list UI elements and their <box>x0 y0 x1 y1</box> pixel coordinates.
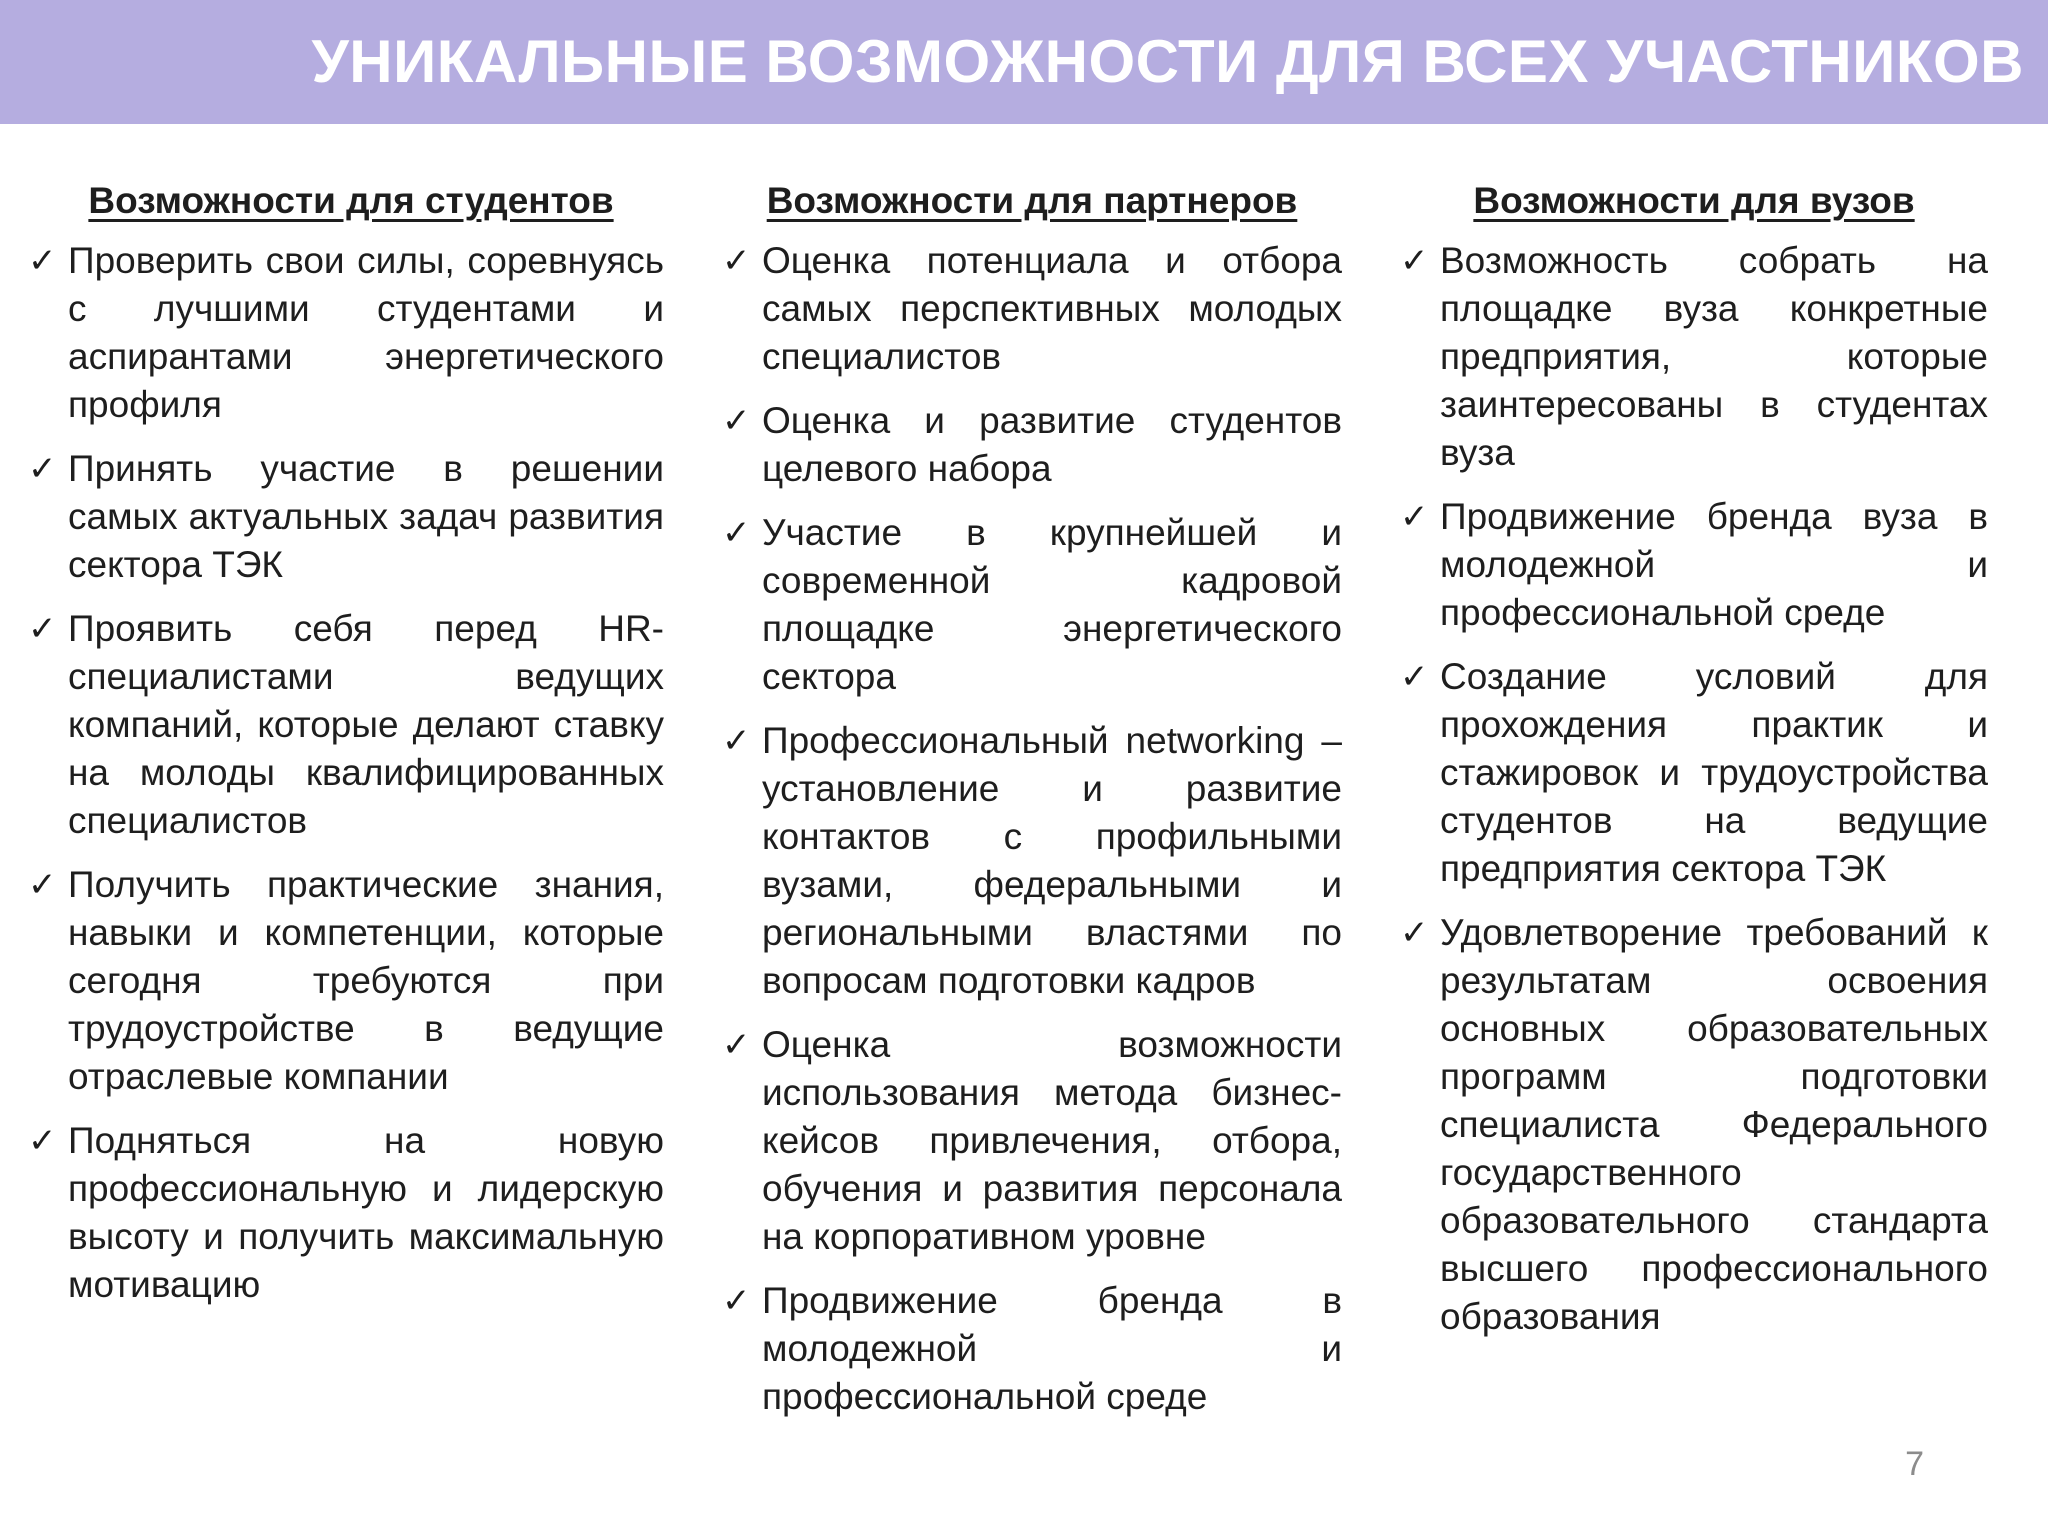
list-item-text: Получить практические знания, навыки и компетенции, которые сегодня требуются при трудоустройстве в ведущие отраслевые компании <box>68 864 664 1097</box>
check-icon: ✓ <box>28 609 57 649</box>
list-item <box>28 861 664 1101</box>
check-icon: ✓ <box>722 1025 751 1065</box>
list-item <box>28 605 664 845</box>
list-item <box>722 509 1342 701</box>
list-item-text: Удовлетворение требований к результатам освоения основных образовательных программ подготовки специалиста Федерального государственного образовательного стандарта высшего профессионального образования <box>1440 912 1988 1337</box>
check-icon: ✓ <box>28 1121 57 1161</box>
list-item <box>722 1277 1342 1421</box>
slide-title: УНИКАЛЬНЫЕ ВОЗМОЖНОСТИ ДЛЯ ВСЕХ УЧАСТНИКОВ <box>311 28 2024 95</box>
check-icon: ✓ <box>722 1281 751 1321</box>
universities-column <box>1400 175 1988 1357</box>
list-item-text: Профессиональный networking – установление и развитие контактов с профильными вузами, федеральными и региональными властями по вопросам подготовки кадров <box>762 720 1342 1001</box>
header-band <box>0 0 2048 124</box>
list-item-text: Создание условий для прохождения практик и стажировок и трудоустройства студентов на ведущие предприятия сектора ТЭК <box>1440 656 1988 889</box>
list-item-text: Участие в крупнейшей и современной кадровой площадке энергетического сектора <box>762 512 1342 697</box>
check-icon: ✓ <box>28 241 57 281</box>
partners-column <box>722 175 1342 1437</box>
check-icon: ✓ <box>1400 913 1429 953</box>
check-icon: ✓ <box>1400 497 1429 537</box>
list-item-text: Проявить себя перед HR-специалистами ведущих компаний, которые делают ставку на молоды квалифицированных специалистов <box>68 608 664 841</box>
list-item <box>722 397 1342 493</box>
students-column <box>28 175 664 1325</box>
list-item-text: Проверить свои силы, соревнуясь с лучшими студентами и аспирантами энергетического профиля <box>68 240 664 425</box>
list-item-text: Продвижение бренда вуза в молодежной и профессиональной среде <box>1440 496 1988 633</box>
list-item <box>1400 653 1988 893</box>
list-item-text: Подняться на новую профессиональную и лидерскую высоту и получить максимальную мотивацию <box>68 1120 664 1305</box>
list-item <box>28 237 664 429</box>
check-icon: ✓ <box>722 721 751 761</box>
list-item-text: Оценка потенциала и отбора самых перспективных молодых специалистов <box>762 240 1342 377</box>
students-list <box>28 237 664 1309</box>
list-item-text: Оценка и развитие студентов целевого набора <box>762 400 1342 489</box>
list-item-text: Продвижение бренда в молодежной и профессиональной среде <box>762 1280 1342 1417</box>
list-item-text: Возможность собрать на площадке вуза конкретные предприятия, которые заинтересованы в студентах вуза <box>1440 240 1988 473</box>
universities-list <box>1400 237 1988 1341</box>
list-item <box>1400 493 1988 637</box>
universities-heading: Возможности для вузов <box>1473 180 1915 221</box>
list-item-text: Принять участие в решении самых актуальных задач развития сектора ТЭК <box>68 448 664 585</box>
list-item <box>28 1117 664 1309</box>
partners-list <box>722 237 1342 1421</box>
list-item <box>722 1021 1342 1261</box>
list-item <box>722 237 1342 381</box>
check-icon: ✓ <box>1400 241 1429 281</box>
list-item <box>1400 237 1988 477</box>
partners-heading: Возможности для партнеров <box>766 180 1298 221</box>
list-item <box>28 445 664 589</box>
students-heading: Возможности для студентов <box>88 180 614 221</box>
page-number: 7 <box>1905 1445 1924 1483</box>
check-icon: ✓ <box>1400 657 1429 697</box>
list-item <box>1400 909 1988 1341</box>
list-item-text: Оценка возможности использования метода бизнес-кейсов привлечения, отбора, обучения и развития персонала на корпоративном уровне <box>762 1024 1342 1257</box>
check-icon: ✓ <box>28 865 57 905</box>
check-icon: ✓ <box>722 241 751 281</box>
list-item <box>722 717 1342 1005</box>
check-icon: ✓ <box>722 401 751 441</box>
check-icon: ✓ <box>28 449 57 489</box>
check-icon: ✓ <box>722 513 751 553</box>
